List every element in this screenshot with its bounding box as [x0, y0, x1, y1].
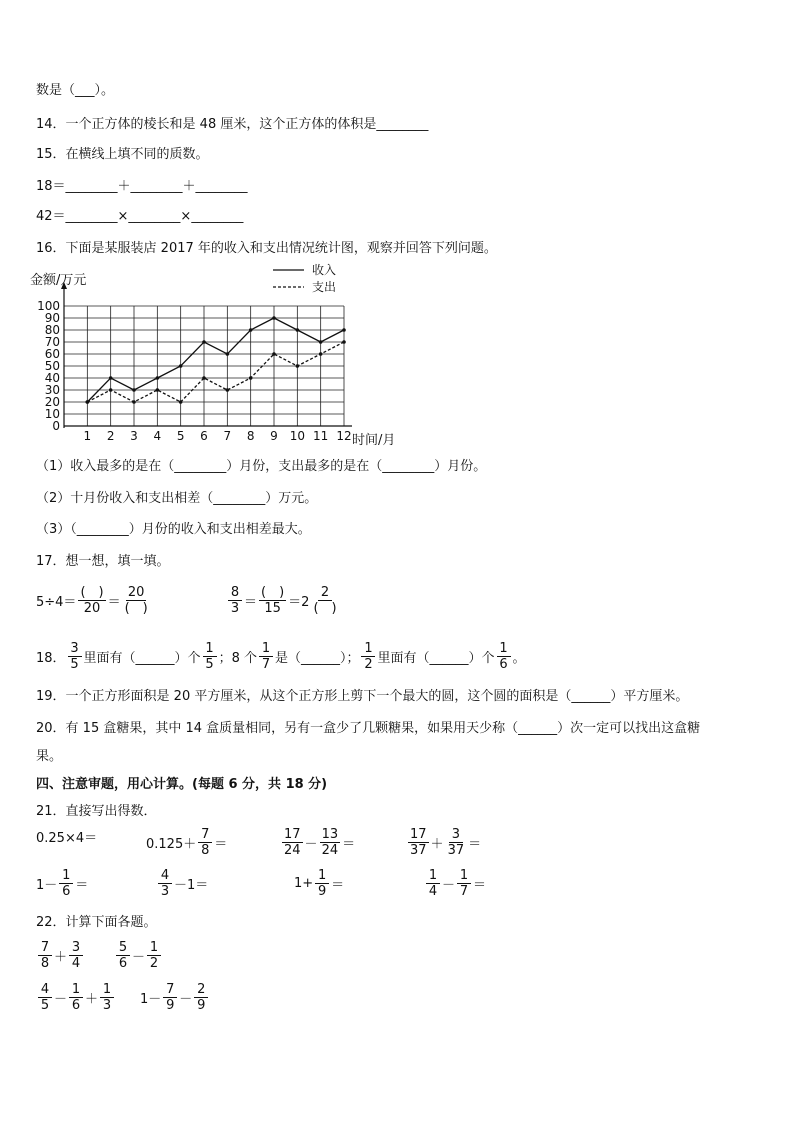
- q18-text: 。: [512, 651, 526, 666]
- q22-d: 1－ $\frac{7}{9}$ － $\frac{2}{9}$: [140, 982, 210, 1013]
- x-axis-label: 时间/月: [352, 433, 396, 448]
- y-tick-label: 50: [44, 359, 60, 373]
- chart-axes: [61, 282, 352, 428]
- y-tick-label: 20: [44, 395, 60, 409]
- q21-a: 0.25×4＝: [36, 831, 98, 846]
- chart-legend: [273, 262, 336, 294]
- fraction: $\frac{20}{( )}$: [124, 585, 148, 616]
- q21-g: 1+ $\frac{1}{9}$ ＝: [294, 868, 345, 899]
- fraction: $\frac{1}{2}$: [361, 641, 375, 672]
- q20-line1: 20．有 15 盒糖果，其中 14 盒质量相同，另有一盒少了几颗糖果，如果用天少称（______）次一定可以找出这盒糖: [36, 721, 701, 736]
- q21-title: 21．直接写出得数．: [36, 804, 157, 819]
- q21-h: $\frac{1}{4}$ － $\frac{1}{7}$ ＝: [424, 868, 486, 899]
- x-tick-label: 1: [83, 429, 92, 443]
- equals: ＝: [244, 595, 258, 610]
- y-tick-label: 90: [44, 311, 60, 325]
- data-point: [156, 388, 160, 392]
- data-point: [109, 376, 113, 380]
- q14-text: 14．一个正方体的棱长和是 48 厘米，这个正方体的体积是________: [36, 117, 429, 132]
- data-point: [249, 328, 253, 332]
- x-tick-labels: [84, 429, 352, 443]
- data-point: [296, 364, 300, 368]
- fraction: $\frac{4}{5}$: [38, 982, 52, 1013]
- fraction: $\frac{3}{4}$: [69, 940, 83, 971]
- fraction: $\frac{( )}{20}$: [80, 585, 104, 616]
- data-point: [342, 328, 346, 332]
- data-point: [319, 352, 323, 356]
- q18-text: 里面有（______）个: [83, 651, 201, 666]
- legend-label: 收入: [312, 263, 337, 277]
- q18-text: 里面有（______）个: [377, 651, 495, 666]
- x-tick-label: 11: [313, 429, 329, 443]
- legend-label: 支出: [312, 280, 337, 294]
- x-tick-label: 7: [223, 429, 232, 443]
- series-line-income: [87, 318, 344, 402]
- data-point: [202, 340, 206, 344]
- fraction: $\frac{1}{7}$: [457, 868, 471, 899]
- fraction: $\frac{1}{2}$: [147, 940, 161, 971]
- q18-line: [36, 641, 526, 672]
- data-point: [272, 316, 276, 320]
- x-tick-label: 10: [289, 429, 305, 443]
- x-tick-label: 4: [153, 429, 162, 443]
- y-tick-label: 80: [44, 323, 60, 337]
- q17-expr1: [36, 585, 152, 616]
- fraction: $\frac{5}{6}$: [116, 940, 130, 971]
- fraction: $\frac{17}{24}$: [284, 827, 301, 858]
- x-tick-label: 9: [270, 429, 278, 443]
- fraction: $\frac{2}{9}$: [194, 982, 208, 1013]
- x-tick-label: 2: [106, 429, 115, 443]
- chart-grid: [64, 306, 344, 426]
- q17-expr2: [226, 585, 341, 616]
- data-point: [179, 400, 183, 404]
- q21-f: $\frac{4}{3}$ －1＝: [156, 868, 208, 899]
- fraction: $\frac{17}{37}$: [410, 827, 427, 858]
- fraction: $\frac{3}{5}$: [68, 641, 82, 672]
- fraction: $\frac{1}{9}$: [315, 868, 329, 899]
- data-point: [226, 388, 230, 392]
- fraction: $\frac{1}{3}$: [100, 982, 114, 1013]
- q16-sub3: （3）（________）月份的收入和支出相差最大。: [36, 522, 311, 537]
- data-point: [202, 376, 206, 380]
- fraction: $\frac{13}{24}$: [321, 827, 339, 858]
- data-point: [296, 328, 300, 332]
- equals: ＝: [107, 595, 121, 610]
- q16-sub1: （1）收入最多的是在（________）月份，支出最多的是在（________）月份。: [36, 459, 487, 474]
- q13-tail: 数是（___）。: [36, 83, 115, 98]
- y-tick-label: 70: [44, 335, 60, 349]
- q22-title: 22．计算下面各题。: [36, 915, 157, 930]
- q18-number: 18．: [36, 651, 66, 666]
- q16-title: 16．下面是某服装店 2017 年的收入和支出情况统计图，观察并回答下列问题。: [36, 241, 497, 256]
- y-tick-label: 40: [44, 371, 60, 385]
- data-point: [109, 388, 113, 392]
- data-point: [226, 352, 230, 356]
- q17-e1-lhs: 5÷4＝: [36, 595, 77, 610]
- x-tick-label: 3: [130, 429, 138, 443]
- fraction: $\frac{7}{9}$: [163, 982, 177, 1013]
- q15-line2: 42＝________×________×________: [36, 209, 244, 224]
- series-line-expense: [87, 342, 344, 402]
- q22-b: $\frac{5}{6}$ － $\frac{1}{2}$: [114, 940, 163, 971]
- fraction: $\frac{2}{( )}$: [313, 585, 337, 616]
- fraction: $\frac{7}{8}$: [38, 940, 52, 971]
- y-tick-label: 30: [44, 383, 60, 397]
- data-point: [272, 352, 276, 356]
- equals-two: ＝2: [288, 595, 310, 610]
- fraction: $\frac{1}{6}$: [59, 868, 73, 899]
- fraction: $\frac{3}{37}$: [447, 827, 465, 858]
- fraction: $\frac{( )}{15}$: [261, 585, 285, 616]
- q18-text: 是（______）；: [274, 651, 360, 666]
- data-point: [179, 364, 183, 368]
- q22-a: $\frac{7}{8}$ ＋ $\frac{3}{4}$: [36, 940, 85, 971]
- y-tick-label: 10: [44, 407, 60, 421]
- y-tick-labels: [37, 299, 60, 433]
- q20-line2: 果。: [36, 749, 63, 764]
- chart-series: [86, 316, 346, 404]
- x-tick-label: 8: [246, 429, 255, 443]
- income-expense-line-chart: [30, 262, 410, 452]
- fraction: $\frac{1}{7}$: [259, 641, 273, 672]
- q22-c: $\frac{4}{5}$ － $\frac{1}{6}$ ＋ $\frac{1}{3}$: [36, 982, 116, 1013]
- data-point: [342, 340, 346, 344]
- q21-b: 0.125＋ $\frac{7}{8}$ ＝: [146, 827, 228, 858]
- fraction: $\frac{7}{8}$: [198, 827, 212, 858]
- fraction: $\frac{1}{5}$: [203, 641, 217, 672]
- fraction: $\frac{4}{3}$: [158, 868, 172, 899]
- q17-title: 17．想一想，填一填。: [36, 554, 170, 569]
- section-4-heading: 四、注意审题，用心计算。(每题 6 分，共 18 分): [36, 777, 328, 792]
- q16-sub2: （2）十月份收入和支出相差（________）万元。: [36, 491, 318, 506]
- x-tick-label: 12: [336, 429, 352, 443]
- data-point: [132, 388, 136, 392]
- q19-text: 19．一个正方形面积是 20 平方厘米，从这个正方形上剪下一个最大的圆，这个圆的面积是（______）平方厘米。: [36, 689, 689, 704]
- q21-d: $\frac{17}{37}$ ＋ $\frac{3}{37}$ ＝: [410, 827, 482, 858]
- fraction: $\frac{8}{3}$: [228, 585, 242, 616]
- y-tick-label: 0: [52, 419, 60, 433]
- q15-title: 15．在横线上填不同的质数。: [36, 147, 209, 162]
- fraction: $\frac{1}{6}$: [497, 641, 511, 672]
- data-point: [319, 340, 323, 344]
- q15-line1: 18＝________＋________＋________: [36, 179, 248, 194]
- y-axis-label: 金额/万元: [30, 273, 87, 288]
- x-tick-label: 5: [176, 429, 185, 443]
- data-point: [132, 400, 136, 404]
- y-tick-label: 100: [37, 299, 60, 313]
- data-point: [86, 400, 90, 404]
- q21-c: $\frac{17}{24}$ － $\frac{13}{24}$ ＝: [284, 827, 356, 858]
- q21-e: 1－ $\frac{1}{6}$ ＝: [36, 868, 89, 899]
- x-tick-label: 6: [200, 429, 208, 443]
- fraction: $\frac{1}{4}$: [426, 868, 440, 899]
- q18-text: ；8 个: [218, 651, 257, 666]
- y-tick-label: 60: [44, 347, 60, 361]
- fraction: $\frac{1}{6}$: [69, 982, 83, 1013]
- data-point: [249, 376, 253, 380]
- data-point: [156, 376, 160, 380]
